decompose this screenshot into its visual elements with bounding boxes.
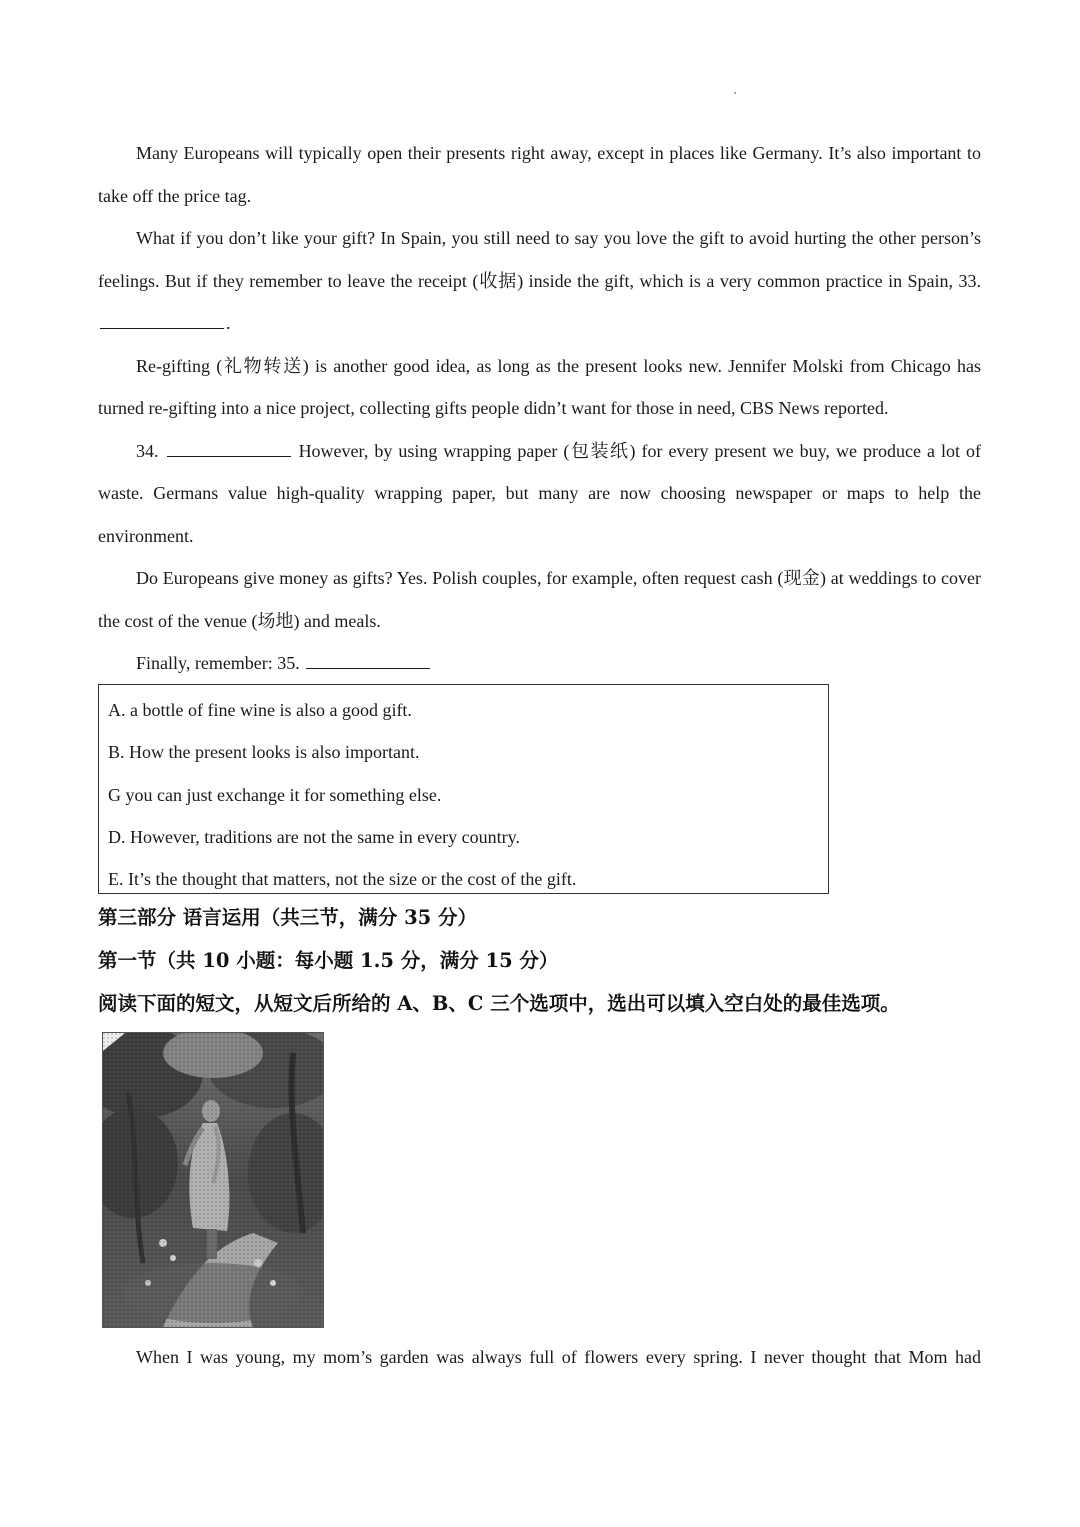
woman-in-garden-image (103, 1033, 323, 1327)
paragraph-text: Re-gifting (礼物转送) is another good idea, as long as the present looks new. Jennifer Molski from Chicago has turned re-gifting into a nice project, collecting gifts people didn’t want for those in need, CBS News reported. (98, 355, 981, 418)
paragraph-text: Many Europeans will typically open their presents right away, except in places like Germany. It’s also important to take off the price tag. (98, 143, 981, 206)
paragraph-text: What if you don’t like your gift? In Spain, you still need to say you love the gift to avoid hurting the other person’s feelings. But if they remember to leave the receipt (收据) inside the gift, which is a very common practice in Spain, 33. (98, 228, 981, 291)
passage-paragraph-6 (98, 642, 981, 685)
answer-blank-35[interactable] (306, 654, 430, 669)
paragraph-end-punctuation: . (226, 313, 231, 333)
scan-speck (734, 92, 736, 94)
reading-passage (98, 132, 981, 685)
answer-blank-34[interactable] (167, 442, 291, 457)
passage-paragraph-4 (98, 430, 981, 558)
instructions-text: 阅读下面的短文，从短文后所给的 A、B、C 三个选项中，选出可以填入空白处的最佳选项。 (98, 992, 900, 1015)
question-number-34: 34. (136, 440, 159, 461)
passage-paragraph-5 (98, 557, 981, 642)
answer-options-box (98, 684, 829, 894)
answer-blank-33[interactable] (100, 314, 224, 329)
story-first-line (98, 1336, 981, 1379)
option-a: A. a bottle of fine wine is also a good gift. (108, 700, 412, 720)
paragraph-text: When I was young, my mom’s garden was always full of flowers every spring. I never thought that Mom had (136, 1347, 981, 1367)
passage-paragraph-3 (98, 345, 981, 430)
paragraph-text: Do Europeans give money as gifts? Yes. Polish couples, for example, often request cash (现金) at weddings to cover the cost of the venue (场地) and meals. (98, 568, 981, 631)
garden-illustration (102, 1032, 324, 1328)
paragraph-text: Finally, remember: 35. (136, 653, 300, 673)
option-c: G you can just exchange it for something else. (108, 784, 442, 805)
option-b: B. How the present looks is also important. (108, 742, 420, 763)
story-passage (98, 1336, 981, 1379)
passage-paragraph-1 (98, 132, 981, 217)
passage-paragraph-2 (98, 217, 981, 345)
section-one-title: 第一节（共 10 小题：每小题 1.5 分，满分 15 分） (98, 949, 559, 972)
option-d: D. However, traditions are not the same in every country. (108, 826, 520, 847)
paragraph-text: However, by using wrapping paper (包装纸) for every present we buy, we produce a lot of waste. Germans value high-quality wrapping paper, but many are now choosing newspaper or maps to help the environment. (98, 440, 982, 546)
option-e: E. It’s the thought that matters, not the size or the cost of the gift. (108, 869, 577, 890)
part-three-title: 第三部分 语言运用（共三节，满分 35 分） (98, 906, 478, 929)
